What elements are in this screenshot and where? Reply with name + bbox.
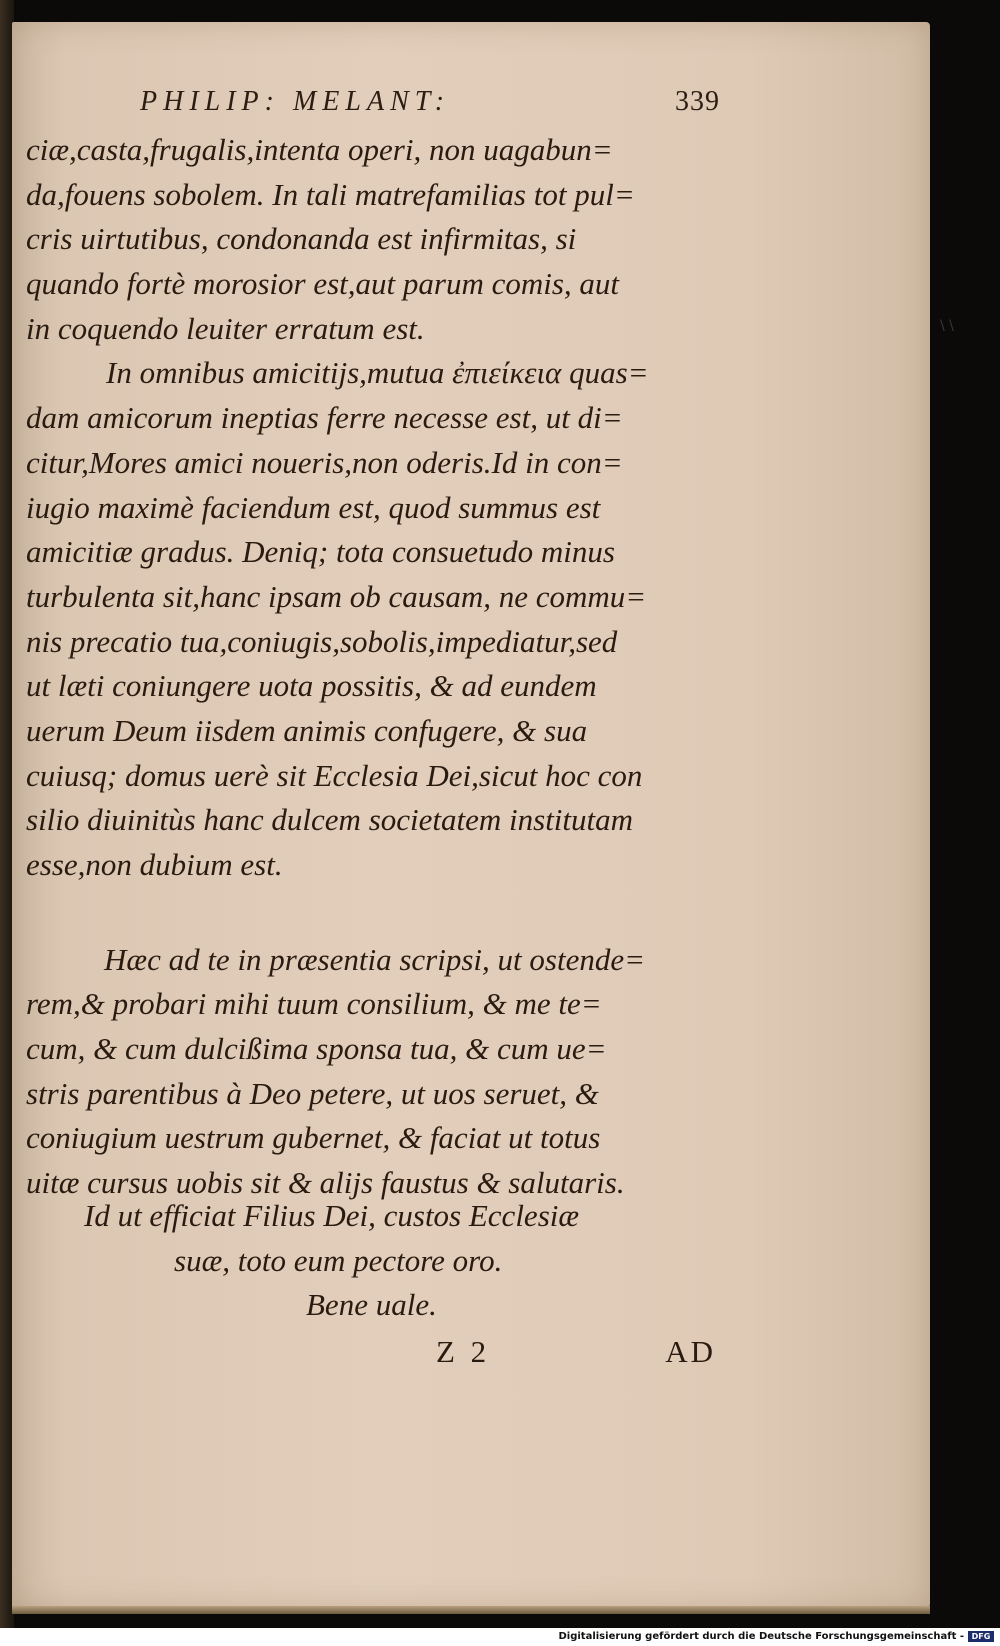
text-line: in coquendo leuiter erratum est. [26,310,425,346]
running-head: PHILIP: MELANT: [140,86,451,117]
text-line: da,fouens sobolem. In tali matrefamilias tot pul= [26,176,635,212]
closing-line: suæ, toto eum pectore oro. [174,1242,503,1278]
catchword: AD [665,1334,716,1369]
paragraph-1 [26,128,718,351]
text-line: esse,non dubium est. [26,847,283,882]
text-line: citur,Mores amici noueris,non oderis.Id in con= [26,444,623,480]
signature-mark: Z 2 [436,1334,491,1369]
text-line: iugio maximè faciendum est, quod summus est [26,489,601,525]
text-line: rem,& probari mihi tuum consilium, & me te= [26,986,602,1022]
digitization-banner [0,1628,1000,1646]
text-line: uitæ cursus uobis sit & alijs faustus & salutaris. [26,1165,625,1201]
text-line: silio diuinitùs hanc dulcem societatem institutam [26,802,634,838]
paragraph-2 [26,351,718,887]
text-line: cris uirtutibus, condonanda est infirmitas, si [26,221,577,257]
text-line: ciæ,casta,frugalis,intenta operi, non uagabun= [26,132,613,167]
text-line: nis precatio tua,coniugis,sobolis,impediatur,sed [26,623,618,659]
text-line: Hæc ad te in præsentia scripsi, ut ostende= [104,941,646,977]
text-line: cum, & cum dulcißima sponsa tua, & cum ue= [26,1031,607,1067]
text-line: cuiusq; domus uerè sit Ecclesia Dei,sicut hoc con [26,757,643,793]
valediction: Bene uale. [306,1287,437,1323]
paragraph-gap [26,888,718,938]
page-header [140,86,720,126]
text-line: amicitiæ gradus. Deniq; tota consuetudo minus [26,534,615,570]
funding-notice: Digitalisierung gefördert durch die Deutsche Forschungsgemeinschaft - [558,1631,964,1642]
closing-line: Id ut efficiat Filius Dei, custos Ecclesiæ [84,1198,580,1233]
dfg-logo: DFG [968,1631,994,1642]
body-text [26,128,718,1206]
paragraph-3 [26,938,718,1206]
page-bottom-edge [12,1606,930,1614]
text-line: stris parentibus à Deo petere, ut uos seruet, & [26,1075,599,1111]
text-line: In omnibus amicitijs,mutua ἐπιείκεια quas= [106,355,649,391]
text-line: coniugium uestrum gubernet, & faciat ut totus [26,1120,601,1156]
text-line: ut læti coniungere uota possitis, & ad eundem [26,668,597,704]
page-number: 339 [675,86,720,117]
scan-margin-mark: \ \ [940,318,954,334]
page-footer-marks [436,1334,716,1378]
text-line: quando fortè morosior est,aut parum comis, aut [26,266,620,302]
text-line: uerum Deum iisdem animis confugere, & sua [26,712,588,748]
text-line: turbulenta sit,hanc ipsam ob causam, ne commu= [26,578,647,614]
closing-block [26,1194,718,1328]
text-line: dam amicorum ineptias ferre necesse est, ut di= [26,400,623,436]
